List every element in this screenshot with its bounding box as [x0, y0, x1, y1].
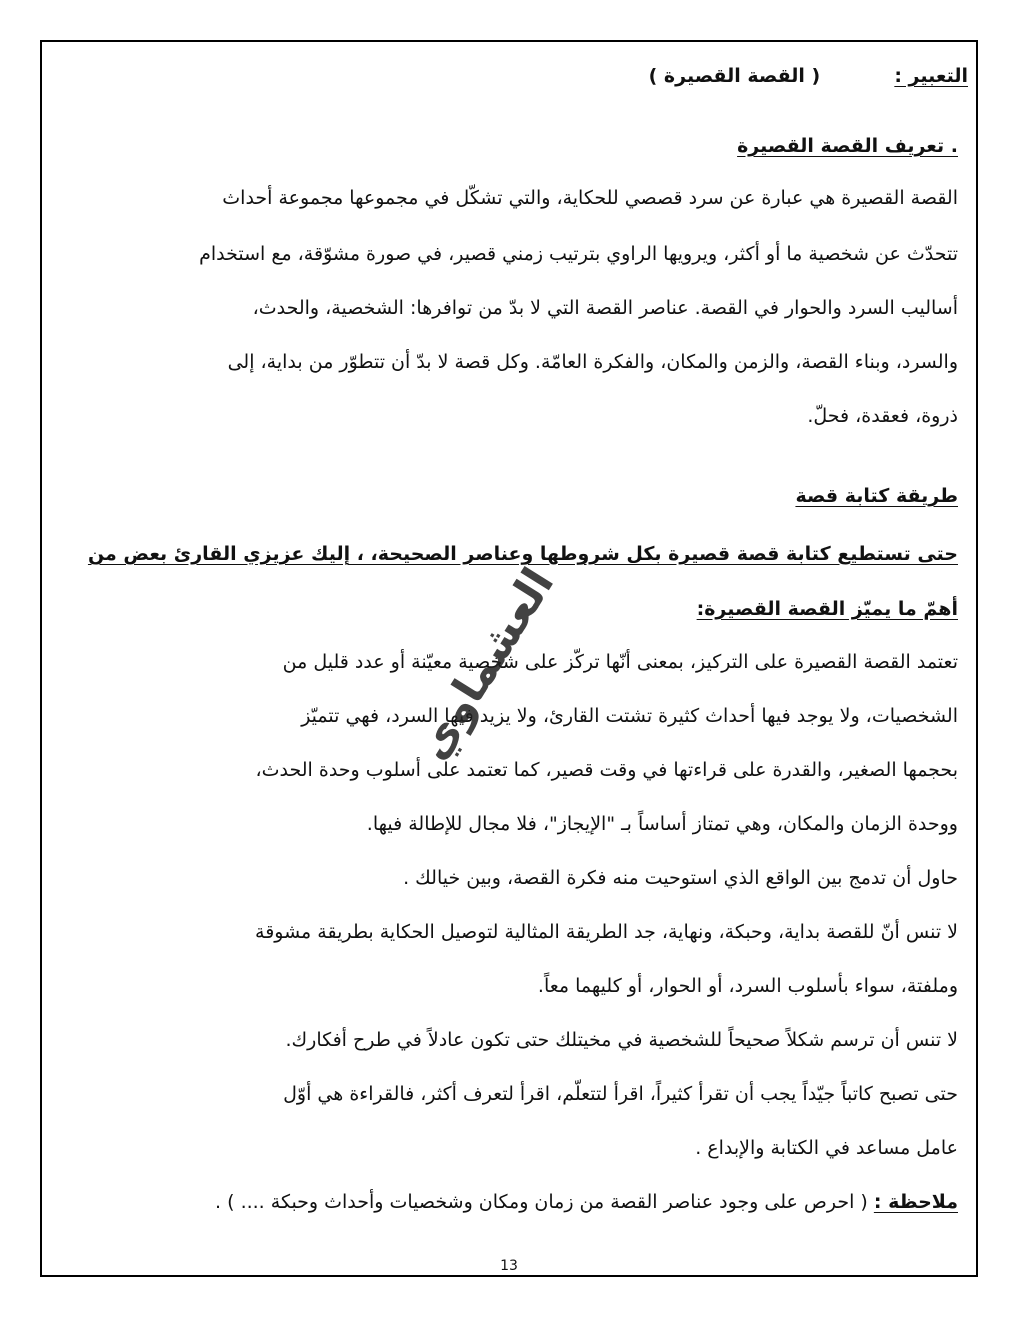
page-frame	[40, 40, 978, 1277]
document-content	[42, 42, 976, 1275]
definition-line: تتحدّث عن شخصية ما أو أكثر، ويرويها الراوي بترتيب زمني قصير، في صورة مشوّقة، مع استخدام	[199, 243, 958, 265]
header-row	[649, 64, 968, 88]
note-label: ملاحظة :	[873, 1191, 958, 1213]
watermark-signature: العشماوي	[407, 559, 565, 769]
body-line: الشخصيات، ولا يوجد فيها أحداث كثيرة تشتت القارئ، ولا يزيد فيها السرد، فهي تتميّز	[301, 705, 958, 727]
body-line: حتى تصبح كاتباً جيّداً يجب أن تقرأ كثيراً، اقرأ لتتعلّم، اقرأ لتعرف أكثر، فالقراءة هي أوّل	[283, 1083, 958, 1105]
body-line: لا تنس أنّ للقصة بداية، وحبكة، ونهاية، جد الطريقة المثالية لتوصيل الحكاية بطريقة مشوقة	[255, 921, 958, 943]
definition-line: ذروة، فعقدة، فحلّ.	[807, 405, 958, 427]
page-number: 13	[500, 1258, 518, 1274]
body-line: لا تنس أن ترسم شكلاً صحيحاً للشخصية في مخيتلك حتى تكون عادلاً في طرح أفكارك.	[285, 1029, 958, 1051]
body-line: عامل مساعد في الكتابة والإبداع .	[695, 1137, 958, 1159]
features-title: أهمّ ما يميّز القصة القصيرة:	[696, 598, 958, 620]
definition-line: أساليب السرد والحوار في القصة. عناصر القصة التي لا بدّ من توافرها: الشخصية، والحدث،	[252, 297, 958, 319]
definition-line: القصة القصيرة هي عبارة عن سرد قصصي للحكاية، والتي تشكّل في مجموعها مجموعة أحداث	[222, 187, 958, 209]
method-title: طريقة كتابة قصة	[795, 485, 958, 507]
header-label: التعبير :	[894, 65, 968, 87]
body-line: تعتمد القصة القصيرة على التركيز، بمعنى أنّها تركّز على شخصية معيّنة أو عدد قليل من	[282, 651, 958, 673]
method-intro: حتى تستطيع كتابة قصة قصيرة بكل شروطها وعناصر الصحيحة، ، إليك عزيزي القارئ بعض من	[87, 543, 958, 565]
body-line: حاول أن تدمج بين الواقع الذي استوحيت منه فكرة القصة، وبين خيالك .	[403, 867, 958, 889]
definition-title: . تعريف القصة القصيرة	[737, 135, 958, 157]
body-line: وملفتة، سواء بأسلوب السرد، أو الحوار، أو كليهما معاً.	[537, 975, 958, 997]
note-text: ( احرص على وجود عناصر القصة من زمان ومكان وشخصيات وأحداث وحبكة .... ) .	[215, 1191, 868, 1213]
definition-line: والسرد، وبناء القصة، والزمن والمكان، والفكرة العامّة. وكل قصة لا بدّ أن تتطوّر من بداية، إلى	[227, 351, 958, 373]
body-line: بحجمها الصغير، والقدرة على قراءتها في وقت قصير، كما تعتمد على أسلوب وحدة الحدث،	[255, 759, 958, 781]
body-line: ووحدة الزمان والمكان، وهي تمتاز أساساً بـ "الإيجاز"، فلا مجال للإطالة فيها.	[366, 813, 958, 835]
header-topic: ( القصة القصيرة )	[648, 65, 821, 87]
note-row	[215, 1190, 958, 1214]
